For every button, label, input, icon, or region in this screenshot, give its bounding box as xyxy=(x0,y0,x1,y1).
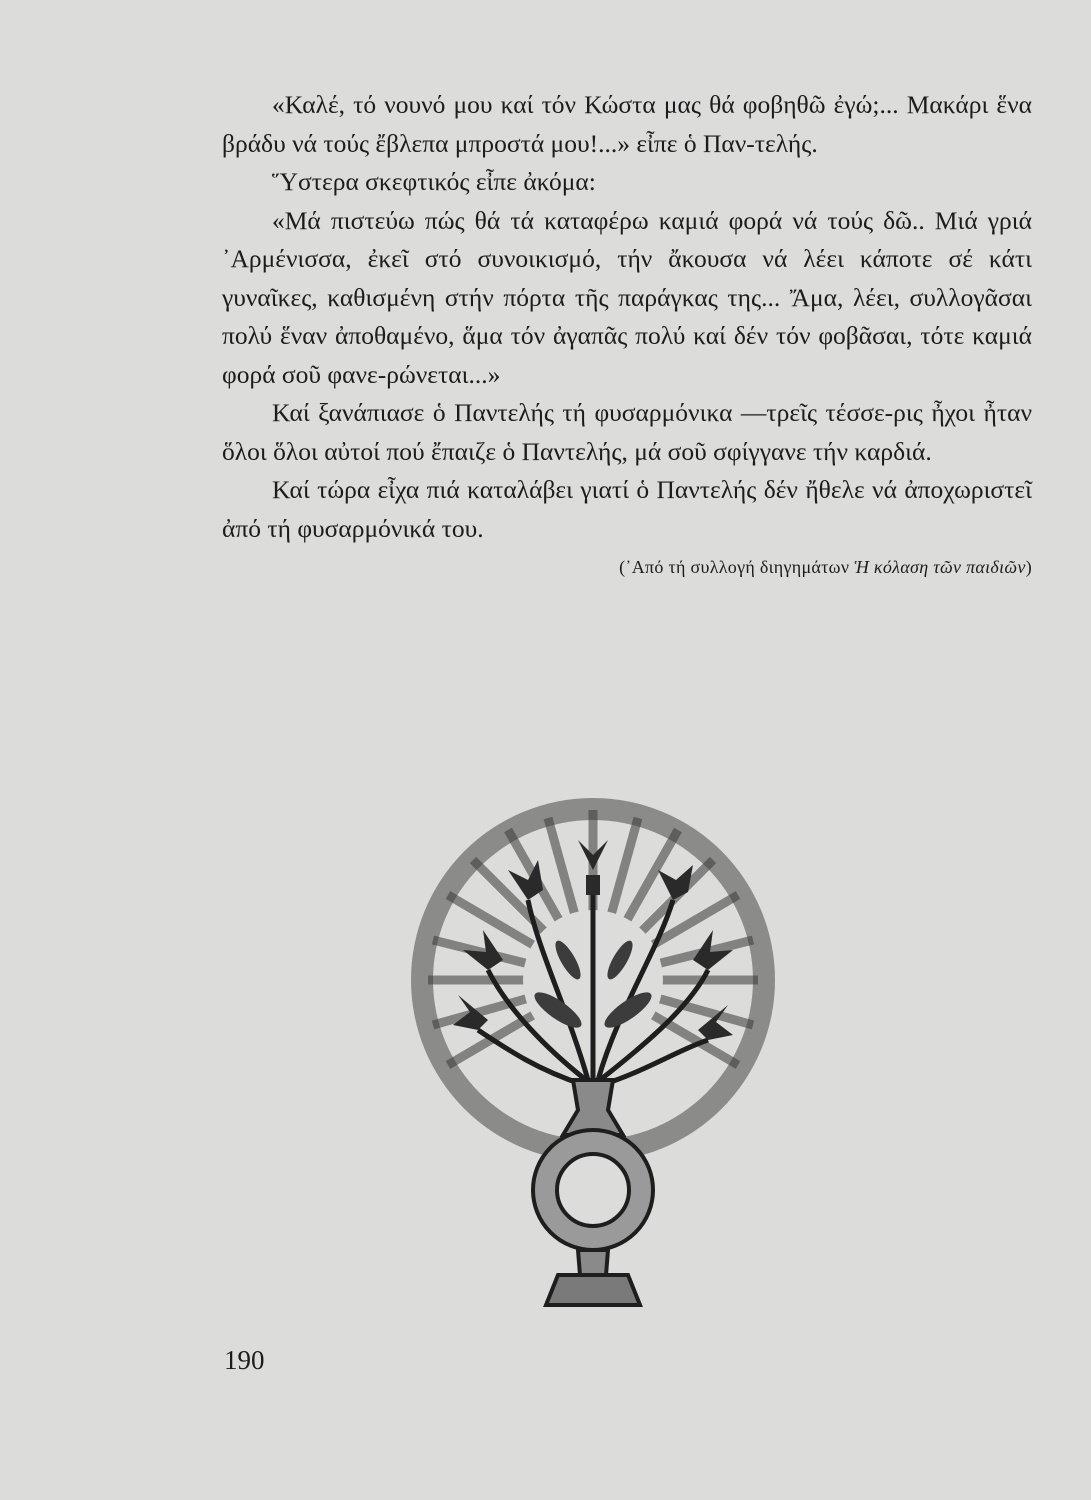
paragraph-5: Καί τώρα εἶχα πιά καταλάβει γιατί ὁ Παντελής δέν ἤθελε νά ἀποχωριστεῖ ἀπό τή φυσαρμόνικά του. xyxy=(222,475,1032,543)
paragraph-2: Ὕστερα σκεφτικός εἶπε ἀκόμα: xyxy=(272,167,596,196)
source-citation xyxy=(222,554,1032,580)
paragraph-4: Καί ξανάπιασε ὁ Παντελής τή φυσαρμόνικα —τρεῖς τέσσε-ρις ἦχοι ἦταν ὅλοι ὅλοι αὐτοί πού ἔπαιζε ὁ Παντελής, μά σοῦ σφίγγανε τήν καρδιά. xyxy=(222,398,1032,466)
flower-vase-ornament xyxy=(408,780,778,1320)
page-number: 190 xyxy=(224,1345,265,1375)
paragraph-3: «Μά πιστεύω πώς θά τά καταφέρω καμιά φορά νά τούς δῶ.. Μιά γριά ᾽Αρμένισσα, ἐκεῖ στό συνοικισμό, τήν ἄκουσα νά λέει κάποτε σέ κάτι γυναῖκες, καθισμένη στήν πόρτα τῆς παράγκας της... Ἄμα, λέει, συλλογᾶσαι πολύ ἕναν ἀποθαμένο, ἅμα τόν ἀγαπᾶς πολύ καί δέν τόν φοβᾶσαι, τότε καμιά φορά σοῦ φανε-ρώνεται...» xyxy=(222,205,1032,389)
source-prefix: (᾽Από τή συλλογή διηγημάτων xyxy=(619,557,855,577)
story-text xyxy=(222,86,1032,580)
source-suffix: ) xyxy=(1025,557,1032,577)
source-title: Ἡ κόλαση τῶν παιδιῶν xyxy=(854,557,1026,577)
paragraph-1: «Καλέ, τό νουνό μου καί τόν Κώστα μας θά φοβηθῶ ἐγώ;... Μακάρι ἕνα βράδυ νά τούς ἔβλεπα μπροστά μου!...» εἶπε ὁ Παν-τελής. xyxy=(222,90,1032,158)
